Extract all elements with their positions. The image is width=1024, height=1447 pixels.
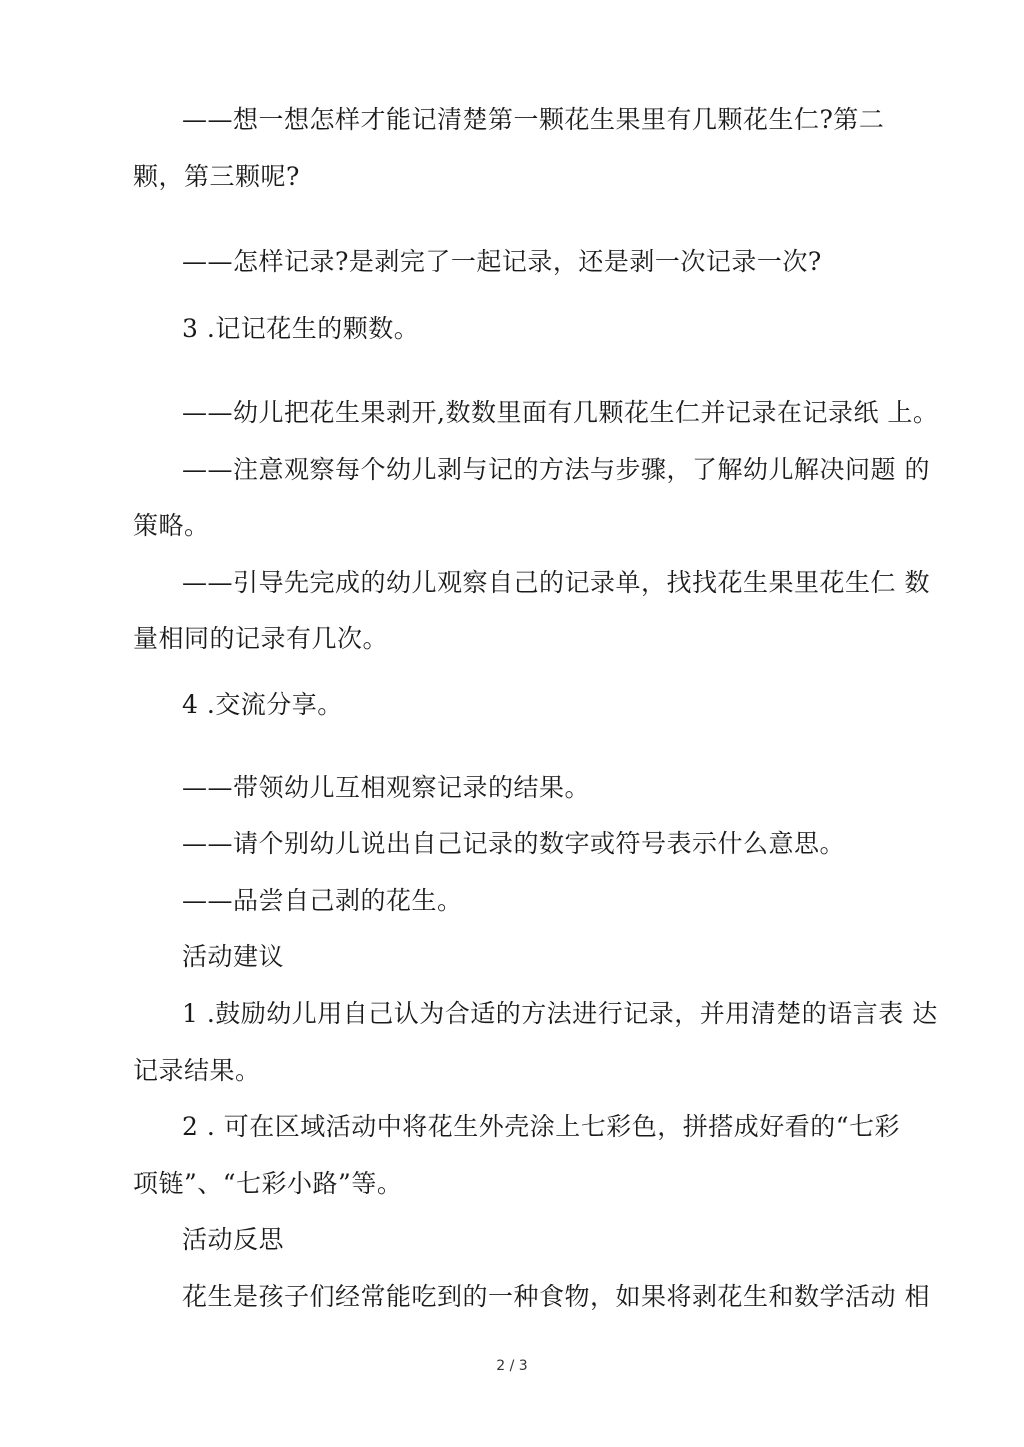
- text-line: 颗，第三颗呢?: [133, 162, 300, 191]
- section-heading: 3 .记记花生的颗数。: [182, 314, 420, 343]
- text-line: ——带领幼儿互相观察记录的结果。: [182, 773, 591, 802]
- text-line: 策略。: [133, 511, 210, 540]
- text-line: ——怎样记录?是剥完了一起记录，还是剥一次记录一次?: [182, 247, 822, 276]
- text-line: ——引导先完成的幼儿观察自己的记录单，找找花生果里花生仁 数: [182, 568, 930, 597]
- section-heading: 活动建议: [182, 942, 285, 971]
- text-line: 花生是孩子们经常能吃到的一种食物，如果将剥花生和数学活动 相: [182, 1282, 930, 1311]
- text-line: 项链”、“七彩小路”等。: [133, 1169, 403, 1198]
- text-line: 量相同的记录有几次。: [133, 624, 389, 653]
- section-heading: 活动反思: [182, 1225, 285, 1254]
- text-line: ——幼儿把花生果剥开,数数里面有几颗花生仁并记录在记录纸 上。: [182, 398, 939, 427]
- text-line: 1 .鼓励幼儿用自己认为合适的方法进行记录，并用清楚的语言表 达: [182, 999, 938, 1028]
- text-line: ——注意观察每个幼儿剥与记的方法与步骤，了解幼儿解决问题 的: [182, 455, 930, 484]
- text-line: ——请个别幼儿说出自己记录的数字或符号表示什么意思。: [182, 829, 846, 858]
- text-line: ——想一想怎样才能记清楚第一颗花生果里有几颗花生仁?第二: [182, 105, 885, 134]
- section-heading: 4 .交流分享。: [182, 690, 343, 719]
- text-line: 记录结果。: [133, 1056, 261, 1085]
- text-line: 2 . 可在区域活动中将花生外壳涂上七彩色，拼搭成好看的“七彩: [182, 1112, 901, 1141]
- page-number: 2 / 3: [496, 1358, 528, 1374]
- text-line: ——品尝自己剥的花生。: [182, 886, 463, 915]
